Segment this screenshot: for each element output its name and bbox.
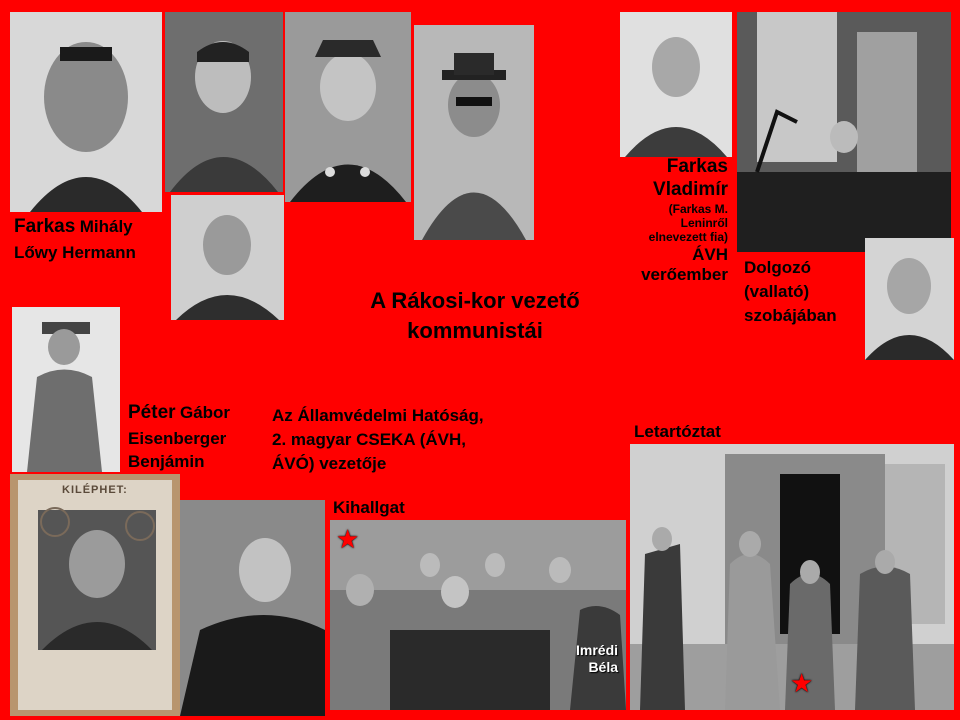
interrogate-caption: Kihallgat xyxy=(333,498,405,517)
photo-interrogation-office xyxy=(737,12,951,252)
page-title xyxy=(330,286,620,345)
office-line-2: (vallató) xyxy=(744,281,810,301)
avh-line-3: ÁVÓ) vezetője xyxy=(272,453,387,473)
page-title-line-1: A Rákosi-kor vezető xyxy=(370,288,580,313)
photo-smiling-man xyxy=(165,12,283,192)
page-title-line-2: kommunistái xyxy=(407,317,543,343)
photo-interrogation-scene xyxy=(330,520,626,710)
peter-gabor-given: Gábor xyxy=(179,403,231,422)
passport-label: KILÉPHET: xyxy=(62,484,128,496)
red-star-icon: ★ xyxy=(336,524,360,554)
farkas-mihaly-surname: Farkas xyxy=(14,216,76,237)
arrest-caption: Letartóztat xyxy=(634,422,721,441)
peter-gabor-label xyxy=(128,400,230,474)
photo-arrest-scene xyxy=(630,444,954,710)
photo-man-in-suit xyxy=(171,195,284,320)
farkas-vladimir-surname: Farkas xyxy=(666,156,728,177)
farkas-vladimir-role-2: verőember xyxy=(641,265,728,285)
photo-uniformed-officer xyxy=(285,12,411,202)
peter-gabor-birth-2: Benjámin xyxy=(128,452,205,472)
office-line-3: szobájában xyxy=(744,305,837,325)
farkas-mihaly-birth-name: Lőwy Hermann xyxy=(14,242,136,262)
red-star-icon: ★ xyxy=(790,668,814,698)
peter-gabor-surname: Péter xyxy=(128,402,176,423)
avh-description xyxy=(272,404,484,475)
farkas-vladimir-note-1: (Farkas M. xyxy=(668,201,728,216)
farkas-vladimir-note-2: Leninről xyxy=(680,215,728,230)
farkas-mihaly-given: Mihály xyxy=(79,217,133,236)
avh-line-2: 2. magyar CSEKA (ÁVH, xyxy=(272,429,466,449)
imredi-name-line2: Béla xyxy=(588,658,619,675)
imredi-caption xyxy=(576,642,618,676)
farkas-mihaly-label xyxy=(14,216,136,263)
office-line-1: Dolgozó xyxy=(744,258,812,277)
farkas-vladimir-role-1: ÁVH xyxy=(692,244,728,264)
farkas-vladimir-label xyxy=(620,156,728,286)
photo-peter-gabor-profile xyxy=(180,500,325,716)
farkas-vladimir-given: Vladimír xyxy=(653,178,728,200)
photo-man-in-hat xyxy=(414,25,534,240)
peter-gabor-birth-1: Eisenberger xyxy=(128,428,227,448)
photo-portrait-bald-man xyxy=(865,238,954,360)
office-label xyxy=(744,256,837,327)
photo-passport-document xyxy=(10,474,180,716)
imredi-name-line1: Imrédi xyxy=(576,642,619,658)
farkas-vladimir-note-3: elnevezett fia) xyxy=(648,230,728,245)
photo-farkas-vladimir xyxy=(620,12,732,157)
photo-farkas-mihaly-portrait xyxy=(10,12,162,212)
avh-line-1: Az Államvédelmi Hatóság, xyxy=(272,406,484,425)
photo-peter-gabor-coat xyxy=(12,307,120,472)
